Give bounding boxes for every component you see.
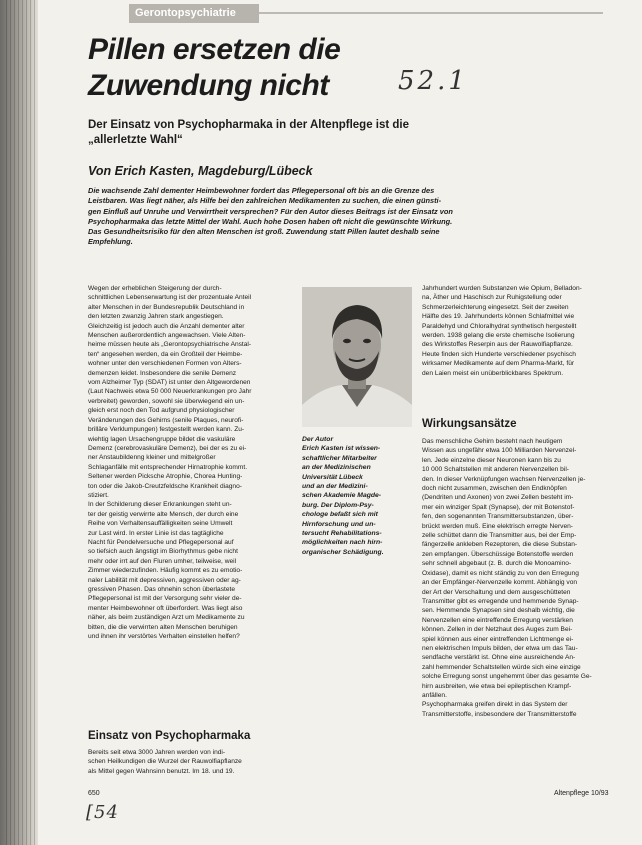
text-line: sehr schnell abgebaut (z. B. durch die Monoamino- xyxy=(422,560,572,568)
text-line: schaftlicher Mitarbeiter xyxy=(302,454,377,462)
page-number: 650 xyxy=(88,790,100,797)
author-byline: Von Erich Kasten, Magdeburg/Lübeck xyxy=(88,164,313,178)
text-line: an der Medizinischen xyxy=(302,464,371,472)
text-line: organischer Schädigung. xyxy=(302,548,384,556)
text-line: und ihnen ihr verstörtes Verhalten einstellen helfen? xyxy=(88,633,240,641)
text-line: zahl hemmender Schaltstellen würde sich eine einzige xyxy=(422,663,581,671)
text-line: zen empfangen. Überschüssige Botenstoffe werden xyxy=(422,550,574,558)
text-line: Jahrhundert wurden Substanzen wie Opium, Belladon- xyxy=(422,285,582,292)
text-line: alter Menschen in der Bundesrepublik Deutschland in xyxy=(88,303,245,311)
text-line: bitten, die die verwirrten alten Menschen beruhigen xyxy=(88,623,238,631)
section-heading-wirkungsansaetze: Wirkungsansätze xyxy=(422,418,517,430)
text-line: Hirnforschung und un- xyxy=(302,520,376,528)
body-column-3 xyxy=(422,284,602,378)
text-line: gleich erst noch den Tod aufgrund physiologischer xyxy=(88,407,235,415)
title-line: Pillen ersetzen die xyxy=(88,33,341,66)
author-portrait-image xyxy=(302,287,412,427)
text-line: (Laut Nachweis etwa 50 000 Neuerkrankungen pro Jahr xyxy=(88,388,252,396)
text-line: heime müssen heute als „Gerontopsychiatrische Anstal- xyxy=(88,341,252,349)
text-line: schen Akademie Magde- xyxy=(302,492,382,500)
text-line: können. Zellen in der Netzhaut des Auges zum Bei- xyxy=(422,626,573,634)
text-line: wiehtig lagen Ursachengruppe bildet die vaskuläre xyxy=(88,435,236,443)
text-line: naler Labilität mit depressiven, aggressiven oder ag- xyxy=(88,576,241,584)
text-line: Nervenzellen eine eintreffende Erregung verstärken xyxy=(422,616,573,624)
text-line: Erich Kasten ist wissen- xyxy=(302,445,381,453)
text-line: fen, den sogenannten Transmittersubstanzen, über- xyxy=(422,513,574,521)
text-line: den letzten zwanzig Jahren stark angestiegen. xyxy=(88,313,224,321)
text-line: Psychopharmaka greifen direkt in das System der xyxy=(422,701,568,709)
book-binding xyxy=(0,0,38,845)
text-line: Veränderungen des Gehirns (senile Plaques, neurofi- xyxy=(88,416,244,424)
intro-paragraph xyxy=(88,186,603,248)
text-line: Hälfte des 19. Jahrhunderts können Schlafmittel wie xyxy=(422,313,575,321)
body-column-1-continued xyxy=(88,748,293,776)
text-line: tersucht Rehabilitations- xyxy=(302,530,382,538)
text-line: Universität Lübeck xyxy=(302,473,363,481)
text-line: brilläre Verklumpungen) festgestellt werden kann. Zu- xyxy=(88,426,245,434)
intro-line: Empfehlung. xyxy=(88,237,133,247)
text-line: zelle schüttet dann die Transmitter aus, bei der Emp- xyxy=(422,532,577,540)
text-line: Menschen außerordentlich angewachsen. Viele Alten- xyxy=(88,332,246,340)
text-line: Schmerzerleichterung eingesetzt. Seit der zweiten xyxy=(422,303,569,311)
text-line: ter der geistig verwirrte alte Mensch, der durch eine xyxy=(88,510,239,518)
section-rubric: Gerontopsychiatrie xyxy=(129,4,259,23)
text-line: Paraldehyd und Chloralhydrat synthetisch hergestellt xyxy=(422,322,577,330)
text-line: der Art der Verschaltung und dem ausgeschütteten xyxy=(422,588,571,596)
text-line: als Mittel gegen Wahnsinn benutzt. Im 18. und 19. xyxy=(88,767,235,775)
text-line: mer ein winziger Spalt (Synapse), der mit Botenstof- xyxy=(422,503,575,511)
article-subtitle xyxy=(88,118,508,148)
text-line: Das menschliche Gehirn besteht nach heutigem xyxy=(422,438,563,445)
text-line: na, Äther und Haschisch zur Ruhigstellung oder xyxy=(422,294,562,302)
text-line: wirksamer Medikamente auf dem Pharma-Markt, für xyxy=(422,360,575,368)
text-line: zur Last wird. In erster Linie ist das tagtägliche xyxy=(88,529,224,537)
text-line: Gleichzeitig ist jedoch auch die Anzahl dementer alter xyxy=(88,322,245,330)
text-line: an der Empfänger-Nervenzelle kommt. Abhängig von xyxy=(422,579,578,587)
text-line: Wegen der erheblichen Steigerung der durch- xyxy=(88,285,222,292)
text-line: des Wirkstoffes Reserpin aus der Rauwolfiapflanze. xyxy=(422,341,573,349)
intro-line: gen Einfluß auf Unruhe und Verwirrtheit versprechen? Für den Autor dieses Beitrags ist der Einsatz von xyxy=(88,206,453,216)
text-line: Transmitterstoffe, insbesondere der Transmitterstoffe xyxy=(422,710,577,718)
text-line: nen elektrischen Impuls bilden, der etwa um das Tau- xyxy=(422,644,578,652)
text-line: Demenz (cerebrovaskuläre Demenz), bei der es zu ei- xyxy=(88,444,247,452)
text-line: anfällen. xyxy=(422,691,447,699)
text-line: ton oder die Jakob-Creutzfeldsche Krankheit diagno- xyxy=(88,482,242,490)
text-line: fängerzelle ankleben Rezeptoren, die diese Substan- xyxy=(422,541,578,549)
author-photo xyxy=(302,287,412,427)
subtitle-line: Der Einsatz von Psychopharmaka in der Altenpflege ist die xyxy=(88,119,410,131)
text-line: gressiven Phasen. Das ohnehin schon überlastete xyxy=(88,586,235,593)
text-line: Seltener werden Picksche Atrophie, Chorea Hunting- xyxy=(88,473,243,481)
text-line: Heute finden sich Hunderte verschiedener psychisch xyxy=(422,350,576,358)
intro-line: Die wachsende Zahl dementer Heimbewohner fordert das Pflegepersonal oft bis an die Grenze des xyxy=(88,186,435,195)
journal-issue: Altenpflege 10/93 xyxy=(554,790,609,797)
text-line: verbreitet) geworden, sowohl sie überwiegend ein un- xyxy=(88,397,245,405)
rubric-rule xyxy=(259,12,603,14)
text-line: Zimmer wiederzufinden. Häufig kommt es zu emotio- xyxy=(88,567,243,575)
text-line: chologe befaßt sich mit xyxy=(302,511,378,519)
text-line: sen. Hemmende Synapsen sind deshalb wichtig, die xyxy=(422,607,575,615)
text-line: ten“ angesehen werden, da ein Großteil der Heimbe- xyxy=(88,350,243,358)
text-line: burg. Der Diplom-Psy- xyxy=(302,501,374,509)
body-column-3-continued xyxy=(422,437,602,719)
text-line: sendfache verstärkt ist. Ohne eine ausreichende An- xyxy=(422,654,576,662)
text-line: solche Erregung sonst ungehemmt über das gesamte Ge- xyxy=(422,673,592,681)
photo-caption xyxy=(302,435,414,557)
text-line: ner Anstaubildenng kleiner und mittelgroßer xyxy=(88,454,216,462)
handwritten-note: 52.1 xyxy=(398,66,468,96)
text-line: Wissen aus ungefähr etwa 100 Milliarden Nervenzel- xyxy=(422,447,577,455)
text-line: den Laien meist ein unüberblickbares Spektrum. xyxy=(422,369,564,377)
text-line: spiel können aus einer eintreffenden Lichtmenge ei- xyxy=(422,635,574,643)
text-line: Reihe von Verhaltensauffälligkeiten seine Umwelt xyxy=(88,520,233,528)
text-line: Schlaganfälle mit entsprechender Hirnatrophie kommt. xyxy=(88,463,248,471)
text-line: wohner unter den verschiedenen Formen von Alters- xyxy=(88,360,242,368)
text-line: Oxidase), damit es nicht ständig zu von den Erregung xyxy=(422,569,579,577)
text-line: 10 000 Schaltstellen mit anderen Nervenzellen bil- xyxy=(422,466,569,474)
text-line: brückt werden muß. Eine elektrisch erregte Nerven- xyxy=(422,522,573,530)
intro-line: Leistbaren. Was liegt näher, als Hilfe bei den zahlreichen Medikamenten zu suchen, die einen günsti- xyxy=(88,196,442,206)
text-line: so tiefsich auch ängstigt im Biorhythmus gebe nicht xyxy=(88,548,238,556)
text-line: und an der Medizini- xyxy=(302,483,368,491)
text-line: Bereits seit etwa 3000 Jahren werden von indi- xyxy=(88,749,226,756)
text-line: In der Schilderung dieser Erkrankungen steht un- xyxy=(88,501,232,509)
text-line: len. Jede einzelne dieser Neuronen kann bis zu xyxy=(422,456,561,464)
text-line: Der Autor xyxy=(302,436,334,443)
text-line: näher, als beim zuständigen Arzt um Medikamente zu xyxy=(88,614,245,622)
text-line: schen Heilkundigen die Wurzel der Rauwolfiapflanze xyxy=(88,758,242,766)
text-line: möglichkeiten nach hirn- xyxy=(302,539,383,547)
text-line: werden. 1938 gelang die erste chemische Isolierung xyxy=(422,332,575,340)
article-title xyxy=(88,32,388,104)
subtitle-line: „allerletzte Wahl“ xyxy=(88,134,183,146)
text-line: den. In dieser Verknüpfungen wachsen Nervenzellen je- xyxy=(422,475,586,483)
handwritten-page-note: [54 xyxy=(86,802,119,823)
text-line: menter Heimbewohner oft überfordert. Was liegt also xyxy=(88,604,243,612)
text-line: demenzen leidet. Insbesondere die senile Demenz xyxy=(88,369,237,377)
text-line: Nacht für Pendelversuche und Pflegepersonal auf xyxy=(88,538,234,546)
title-line: Zuwendung nicht xyxy=(88,69,329,102)
text-line: schnittlichen Lebenserwartung ist der prozentuale Anteil xyxy=(88,294,252,302)
section-heading-psychopharmaka: Einsatz von Psychopharmaka xyxy=(88,730,251,742)
text-line: Transmitter gibt es erregende und hemmende Synap- xyxy=(422,597,579,605)
intro-line: Das Gesundheitsrisiko für den alten Menschen ist groß. Zuwendung statt Pillen lautet deshalb seine xyxy=(88,227,440,237)
text-line: mehr oder irrt auf den Fluren umher, teilweise, weil xyxy=(88,557,237,565)
intro-line: Psychopharmaka das letzte Mittel der Wahl. Auch hohe Dosen haben oft nicht die gewünschte Wirkung. xyxy=(88,216,453,226)
text-line: stiziert. xyxy=(88,491,109,499)
text-line: doch nicht zusammen, zwischen den Endknöpfen xyxy=(422,485,567,493)
text-line: Pflegepersonal ist mit der Versorgung sehr vieler de- xyxy=(88,595,242,603)
body-column-1 xyxy=(88,284,293,641)
text-line: vom Alzheimer Typ (SDAT) ist unter den Altgewordenen xyxy=(88,379,251,387)
text-line: (Dendriten und Axonen) von zwei Zellen besteht im- xyxy=(422,494,574,502)
text-line: hirn ausbreiten, wie etwa bei epileptischen Krampf- xyxy=(422,682,572,690)
